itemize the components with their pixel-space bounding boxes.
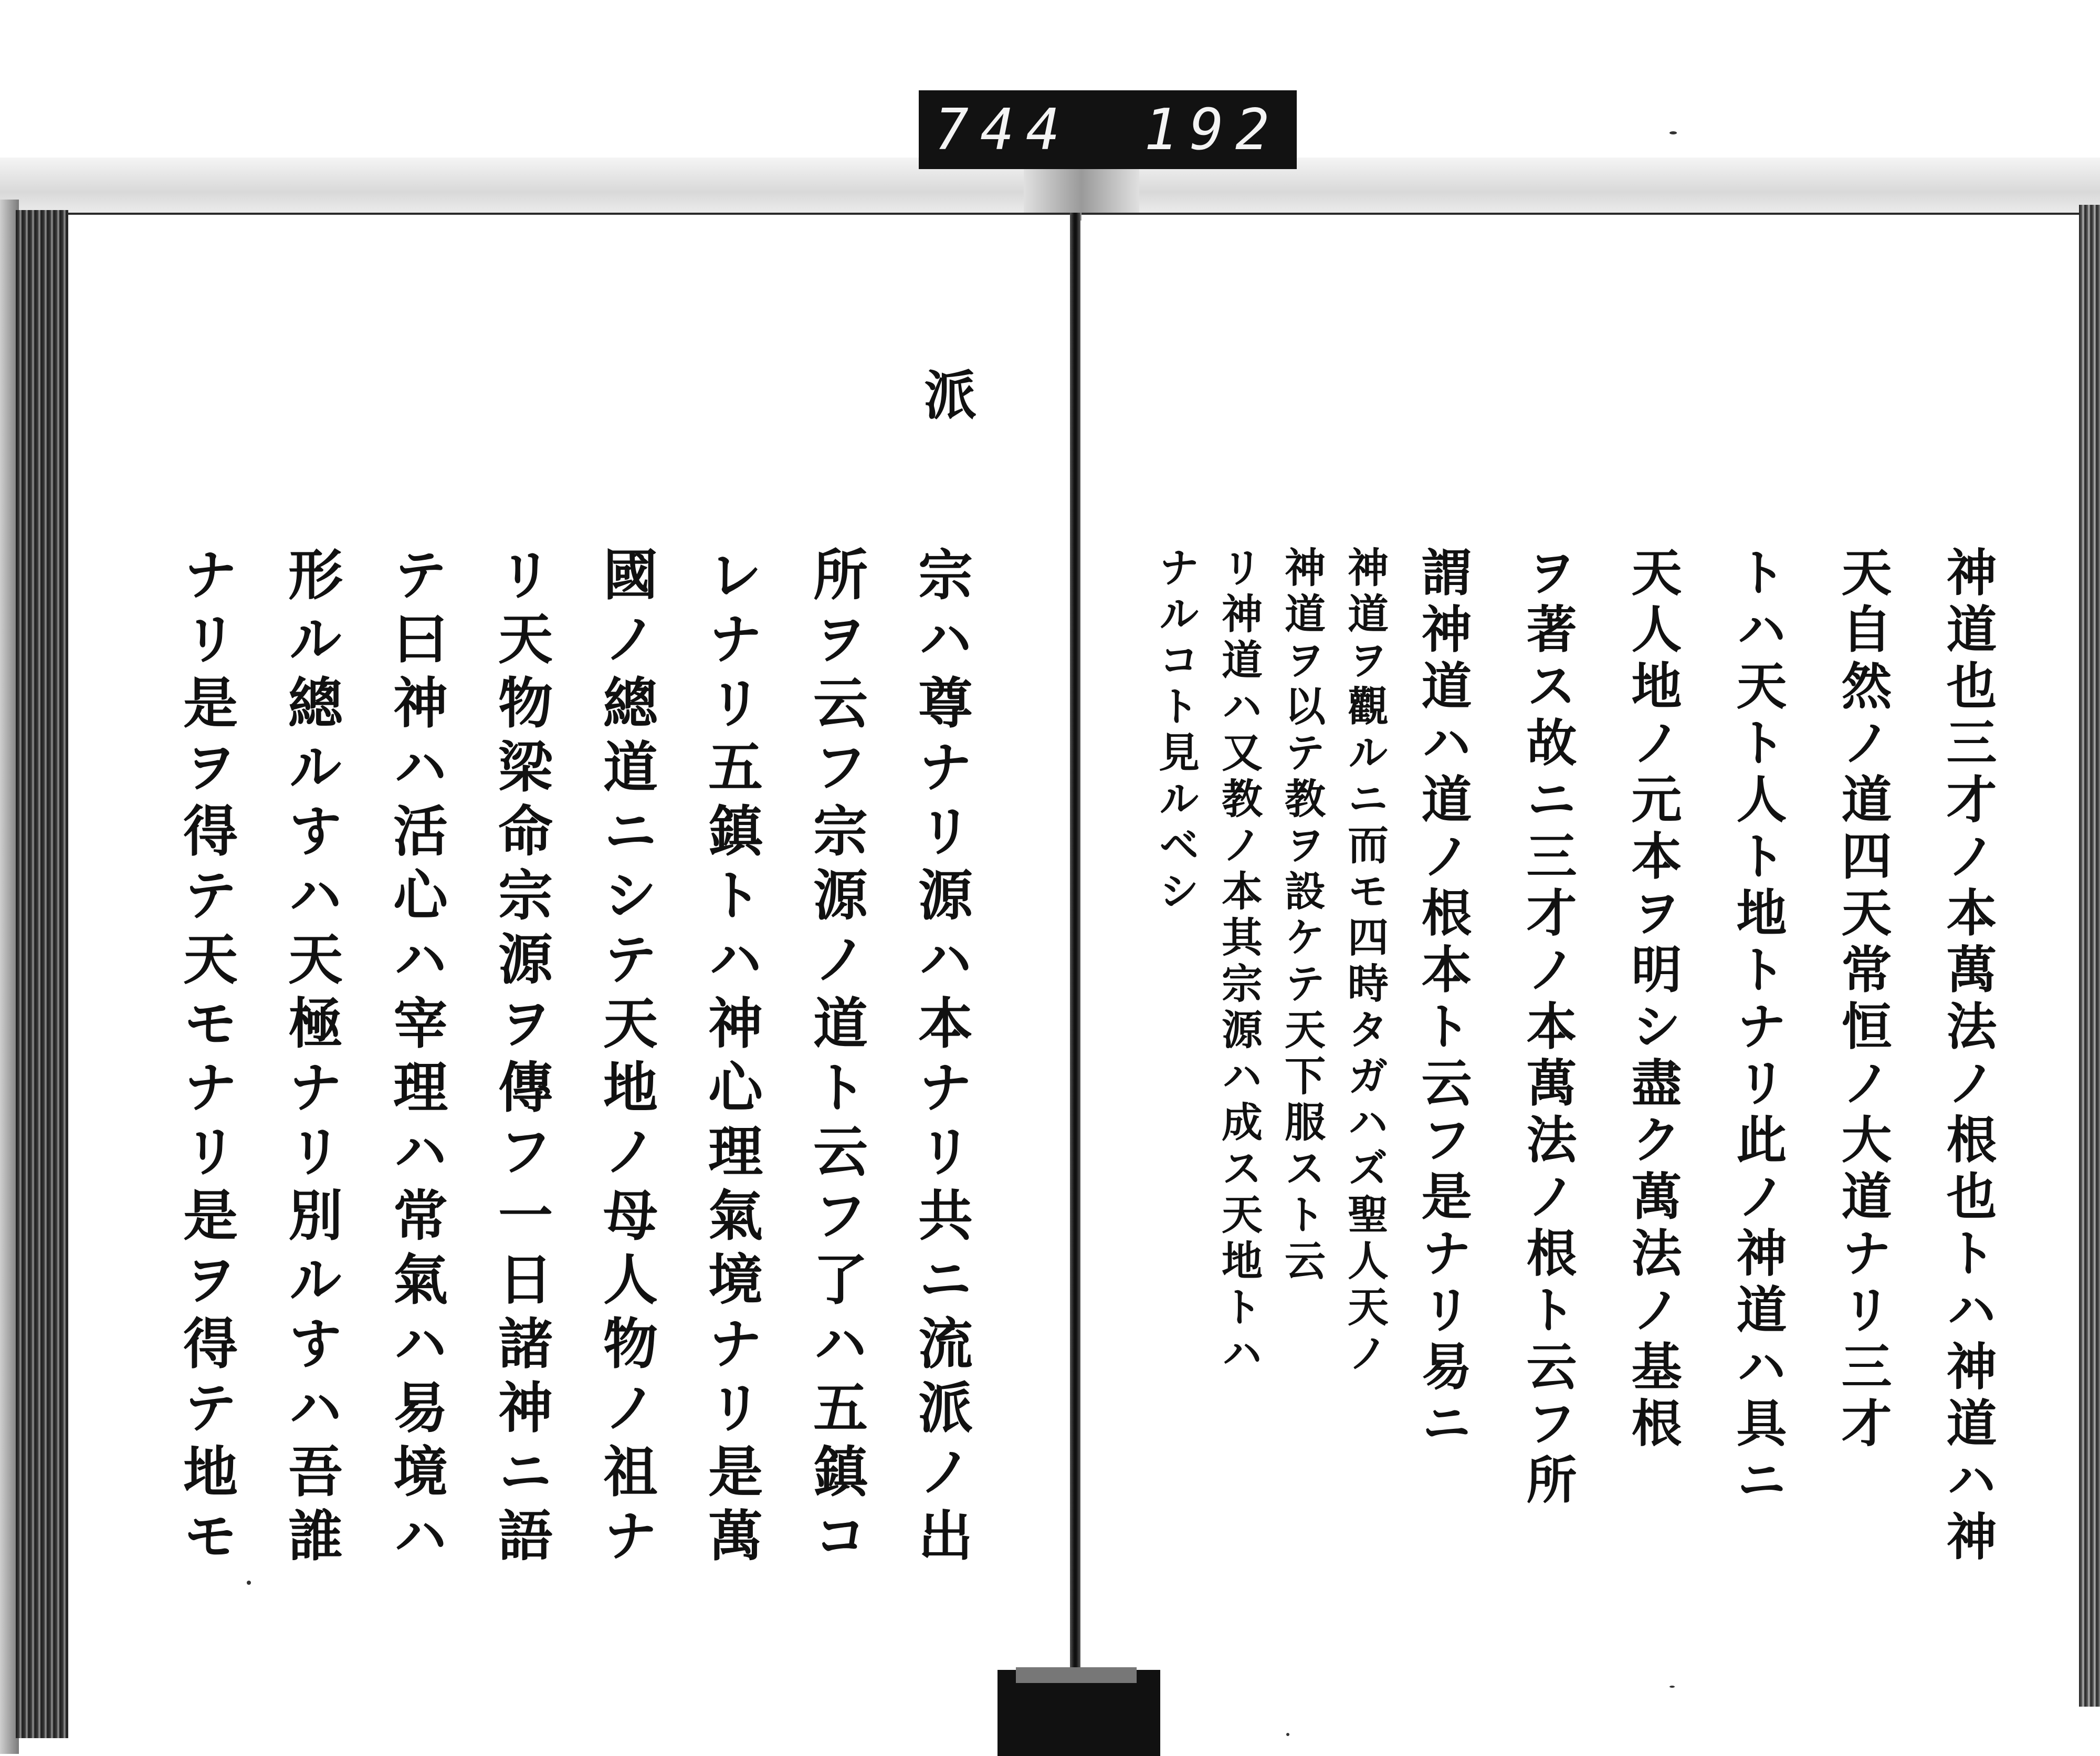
right-column-6: 謂神道ハ道ノ根本ト云フ是ナリ易ニ — [1413, 546, 1473, 1454]
book-left-page-edges — [16, 210, 68, 1738]
left-column-7: 形ル總ルすハ天極ナリ別ルすハ吾誰 — [279, 546, 343, 1571]
scan-speck — [1670, 1686, 1675, 1688]
film-frame-right-number: 192 — [1143, 97, 1281, 163]
left-column-2: 所ヲ云フ宗源ノ道ト云フ了ハ五鎮コ — [804, 546, 868, 1571]
left-column-5: リ天物梁命宗源ヲ傳フ一日諸神ニ語 — [489, 546, 553, 1571]
right-column-2: 天自然ノ道四天常恒ノ大道ナリ三才 — [1833, 546, 1893, 1454]
scan-speck — [1286, 1733, 1289, 1736]
right-column-10: ナルコト見ルベシ — [1152, 546, 1200, 916]
left-column-4: 國ノ總道ニシテ天地ノ母人物ノ祖ナ — [594, 546, 658, 1571]
left-page-header: 派 — [915, 368, 977, 420]
left-column-3: レナリ五鎮トハ神心理氣境ナリ是萬 — [699, 546, 763, 1571]
right-column-8: 神道ヲ以テ教ヲ設ケテ天下服スト云 — [1278, 546, 1326, 1285]
left-column-1: 宗ハ尊ナリ源ハ本ナリ共ニ流派ノ出 — [909, 546, 973, 1571]
scan-speck — [1670, 131, 1677, 134]
scan-speck — [247, 1581, 251, 1585]
right-column-9: リ神道ハ又教ノ本其宗源ハ成ス天地トハ — [1215, 546, 1263, 1378]
book-spine — [1070, 213, 1080, 1725]
left-column-8: ナリ是ヲ得テ天モナリ是ヲ得テ地モ — [174, 546, 238, 1571]
right-column-3: トハ天ト人ト地トナリ此ノ神道ハ具ニ — [1728, 546, 1788, 1510]
film-frame-left-number: 744 — [934, 97, 1072, 163]
binding-clip-highlight — [1016, 1667, 1137, 1683]
film-frame-label — [919, 90, 1297, 169]
right-column-5: ヲ著ス故ニ三才ノ本萬法ノ根ト云フ所 — [1518, 546, 1578, 1510]
right-column-4: 天人地ノ元本ヲ明シ盡ク萬法ノ基根 — [1623, 546, 1683, 1454]
right-column-7: 神道ヲ觀ルニ而モ四時タガハズ聖人天ノ — [1341, 546, 1389, 1378]
left-column-6: テ曰神ハ活心ハ宰理ハ常氣ハ易境ハ — [384, 546, 448, 1571]
book-right-page-edges — [2079, 205, 2100, 1707]
right-column-1: 神道也三才ノ本萬法ノ根也トハ神道ハ神 — [1938, 546, 1998, 1567]
